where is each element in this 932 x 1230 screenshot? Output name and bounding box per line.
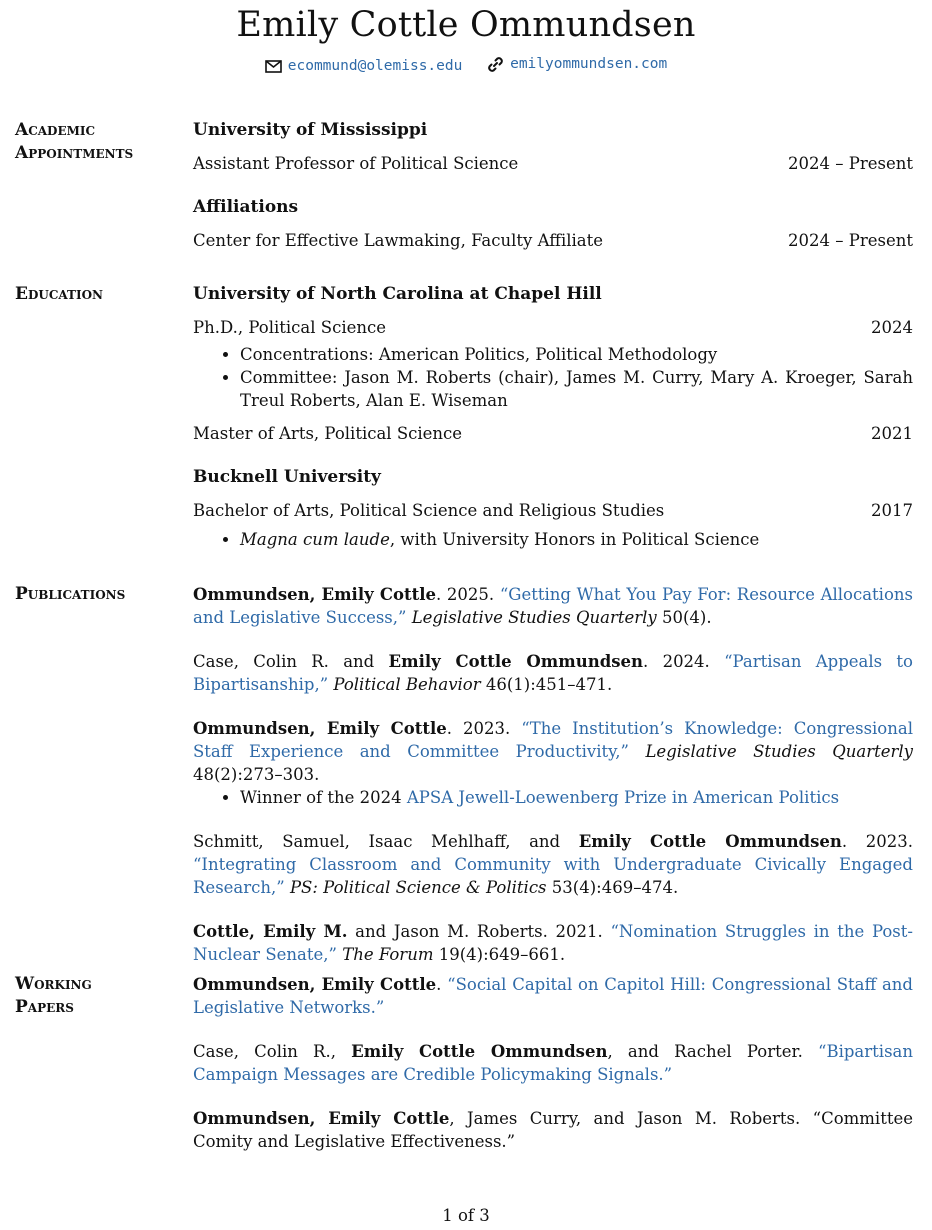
degree-row: Master of Arts, Political Science 2021 (193, 424, 913, 443)
paper-link[interactable]: “Social Capital on Capitol Hill: Congressional Staff and Legislative Networks.” (193, 975, 913, 1017)
list-item: • Winner of the 2024 APSA Jewell-Loewenberg Prize in American Politics (240, 786, 913, 809)
institution-name: Affiliations (193, 197, 299, 217)
degree-row: Ph.D., Political Science 2024 (193, 318, 913, 337)
section-title: Working Papers (15, 974, 92, 1017)
degree-details (193, 343, 913, 412)
cv-header (0, 0, 932, 81)
section-title: Education (15, 284, 103, 304)
appointment-row: Center for Effective Lawmaking, Faculty Affiliate 2024 – Present (193, 231, 913, 250)
publication-entry: Case, Colin R. and Emily Cottle Ommundsen. 2024. “Partisan Appeals to Bipartisanship,” Political Behavior 46(1):451–471. (193, 652, 913, 694)
publication-link[interactable]: “Getting What You Pay For: Resource Allocations and Legislative Success,” (193, 585, 913, 627)
working-paper-entry: Ommundsen, Emily Cottle. “Social Capital on Capitol Hill: Congressional Staff and Legislative Networks.” (193, 975, 913, 1017)
publication-entry: Schmitt, Samuel, Isaac Mehlhaff, and Emily Cottle Ommundsen. 2023. “Integrating Classroom and Community with Undergraduate Civically Engaged Research,” PS: Political Science & Politics 53(4):469–474. (193, 832, 913, 897)
section-body (193, 119, 913, 252)
working-paper-entry: Case, Colin R., Emily Cottle Ommundsen, and Rachel Porter. “Bipartisan Campaign Messages are Credible Policymaking Signals.” (193, 1042, 913, 1084)
publication-link[interactable]: “Nomination Struggles in the Post-Nuclear Senate,” (193, 922, 913, 964)
contact-line (0, 53, 932, 81)
envelope-icon (265, 60, 282, 73)
publication-link[interactable]: “Integrating Classroom and Community with Undergraduate Civically Engaged Research,” (193, 855, 913, 897)
email-link[interactable]: ecommund@olemiss.edu (265, 55, 463, 78)
publication-entry: Ommundsen, Emily Cottle. 2023. “The Institution’s Knowledge: Congressional Staff Experience and Committee Productivity,” Legislative Studies Quarterly 48(2):273–303. (193, 719, 913, 784)
working-paper-entry: Ommundsen, Emily Cottle, James Curry, and Jason M. Roberts. “Committee Comity and Legislative Effectiveness.” (193, 1109, 913, 1151)
paper-link[interactable]: “Bipartisan Campaign Messages are Credible Policymaking Signals.” (193, 1042, 913, 1084)
page-title: Emily Cottle Ommundsen (236, 5, 696, 45)
section-body (193, 583, 913, 966)
degree-details (193, 528, 913, 551)
award-link[interactable]: APSA Jewell-Loewenberg Prize in American Politics (406, 788, 840, 807)
section-body (193, 283, 913, 551)
institution-name: University of Mississippi (193, 120, 428, 140)
list-item: • Magna cum laude, with University Honors in Political Science (240, 528, 913, 551)
page-number: 1 of 3 (442, 1206, 490, 1225)
list-item: • Committee: Jason M. Roberts (chair), James M. Curry, Mary A. Kroeger, Sarah Treul Roberts, Alan E. Wiseman (240, 366, 913, 412)
institution-name: University of North Carolina at Chapel Hill (193, 284, 602, 304)
list-item: • Concentrations: American Politics, Political Methodology (240, 343, 913, 366)
link-icon (487, 56, 504, 73)
appointment-row: Assistant Professor of Political Science 2024 – Present (193, 154, 913, 173)
section-title: Academic Appointments (15, 120, 134, 163)
publication-entry: Ommundsen, Emily Cottle. 2025. “Getting What You Pay For: Resource Allocations and Legislative Success,” Legislative Studies Quarterly 50(4). (193, 585, 913, 627)
publication-entry: Cottle, Emily M. and Jason M. Roberts. 2021. “Nomination Struggles in the Post-Nuclear Senate,” The Forum 19(4):649–661. (193, 922, 913, 964)
institution-name: Bucknell University (193, 467, 381, 487)
publication-notes (193, 786, 913, 809)
publication-link[interactable]: “The Institution’s Knowledge: Congressional Staff Experience and Committee Productivity,” (193, 719, 913, 761)
section-body (193, 973, 913, 1153)
degree-row: Bachelor of Arts, Political Science and Religious Studies 2017 (193, 501, 913, 520)
section-title: Publications (15, 584, 126, 604)
publication-link[interactable]: “Partisan Appeals to Bipartisanship,” (193, 652, 913, 694)
website-link[interactable]: emilyommundsen.com (487, 53, 667, 76)
